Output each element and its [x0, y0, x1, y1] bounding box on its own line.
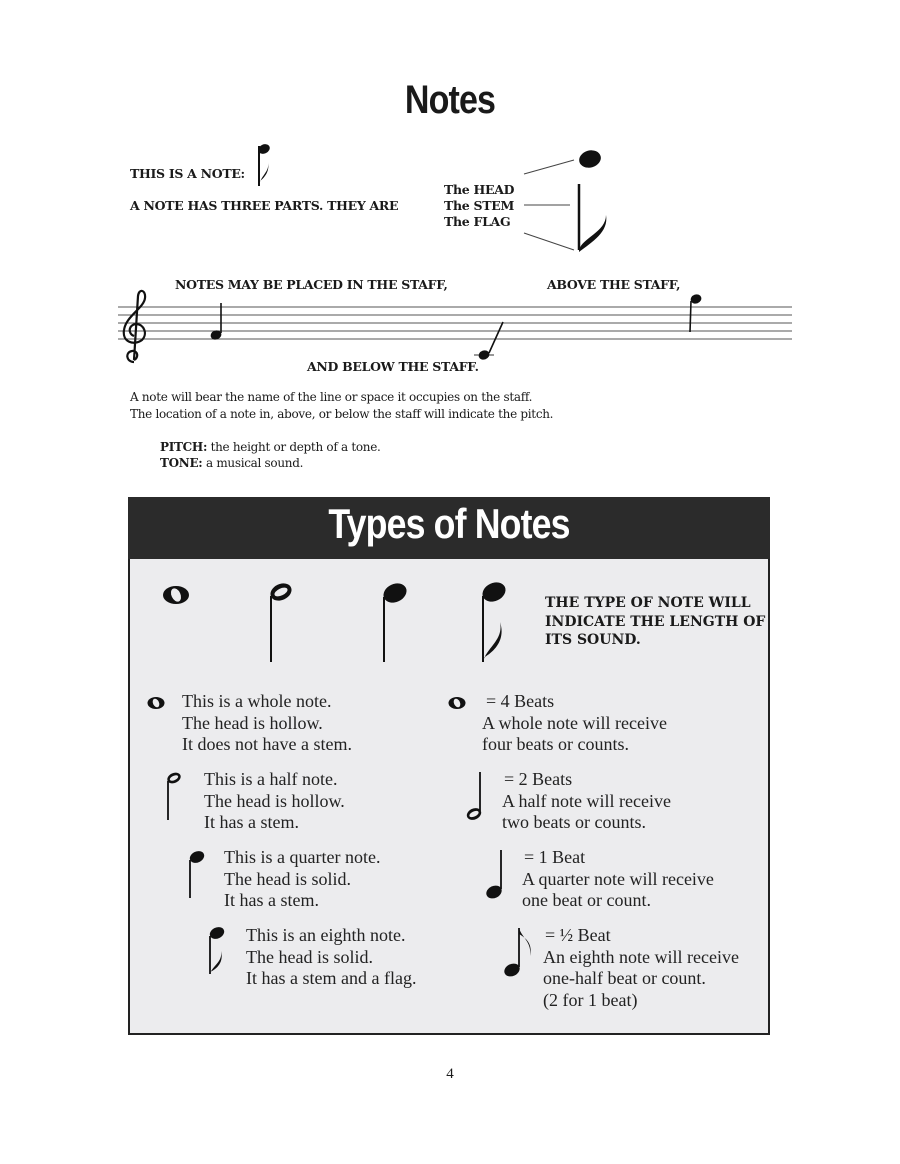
tone-def: a musical sound.	[205, 456, 304, 470]
beats-eighth-note-icon	[502, 924, 536, 980]
above-staff-label: ABOVE THE STAFF,	[547, 277, 681, 292]
explain-line-1: A note will bear the name of the line or space it occupies on the staff.	[130, 390, 533, 404]
half-note-icon	[262, 578, 302, 666]
tone-definition	[160, 456, 303, 470]
below-staff-label: AND BELOW THE STAFF.	[307, 359, 479, 374]
half-note-description: This is a half note. The head is hollow. It has a stem.	[204, 769, 345, 832]
types-of-notes-title: Types of Notes	[328, 500, 570, 547]
small-quarter-note-icon	[184, 848, 208, 900]
page-number: 4	[446, 1066, 454, 1082]
pitch-def: the height or depth of a tone.	[210, 440, 381, 454]
page-title: Notes	[404, 78, 496, 122]
music-staff	[112, 288, 794, 368]
beats-half-note-icon	[464, 768, 490, 824]
whole-note-beats: = 4 Beats A whole note will receive four beats or counts.	[482, 691, 667, 754]
eighth-note-top-icon	[474, 578, 514, 666]
pitch-definition	[160, 440, 381, 454]
half-note-beats: = 2 Beats A half note will receive two beats or counts.	[502, 769, 671, 832]
note-above-staff	[689, 293, 702, 332]
beats-quarter-note-icon	[484, 846, 510, 902]
treble-clef-icon	[124, 291, 145, 362]
pitch-term: PITCH:	[160, 440, 208, 454]
eighth-note-description: This is an eighth note. The head is solid. It has a stem and a flag.	[246, 925, 417, 988]
quarter-note-beats: = 1 Beat A quarter note will receive one beat or count.	[522, 847, 714, 910]
note-below-staff	[474, 322, 503, 361]
part-flag-label: The FLAG	[444, 214, 511, 229]
note-in-staff	[209, 303, 222, 341]
beats-whole-note-icon	[446, 695, 470, 711]
in-staff-label: NOTES MAY BE PLACED IN THE STAFF,	[175, 277, 448, 292]
explain-line-2: The location of a note in, above, or below the staff will indicate the pitch.	[130, 407, 554, 421]
part-head-label: The HEAD	[444, 182, 515, 197]
type-length-text: THE TYPE OF NOTE WILL INDICATE THE LENGTH OF ITS SOUND.	[545, 595, 766, 648]
small-eighth-note-icon	[204, 924, 230, 978]
eighth-note-beats: = ½ Beat An eighth note will receive one-half beat or count. (2 for 1 beat)	[543, 925, 739, 1010]
this-is-note-label: THIS IS A NOTE:	[130, 166, 245, 181]
whole-note-description: This is a whole note. The head is hollow. It does not have a stem.	[182, 691, 352, 754]
small-whole-note-icon	[145, 695, 169, 711]
note-anatomy-diagram	[520, 140, 620, 260]
whole-note-icon	[158, 580, 198, 610]
quarter-note-icon	[374, 578, 414, 666]
three-parts-label: A NOTE HAS THREE PARTS. THEY ARE	[130, 198, 399, 213]
quarter-note-description: This is a quarter note. The head is solid. It has a stem.	[224, 847, 381, 910]
part-stem-label: The STEM	[444, 198, 514, 213]
tone-term: TONE:	[160, 456, 203, 470]
eighth-note-icon	[252, 140, 276, 190]
small-half-note-icon	[162, 770, 186, 822]
